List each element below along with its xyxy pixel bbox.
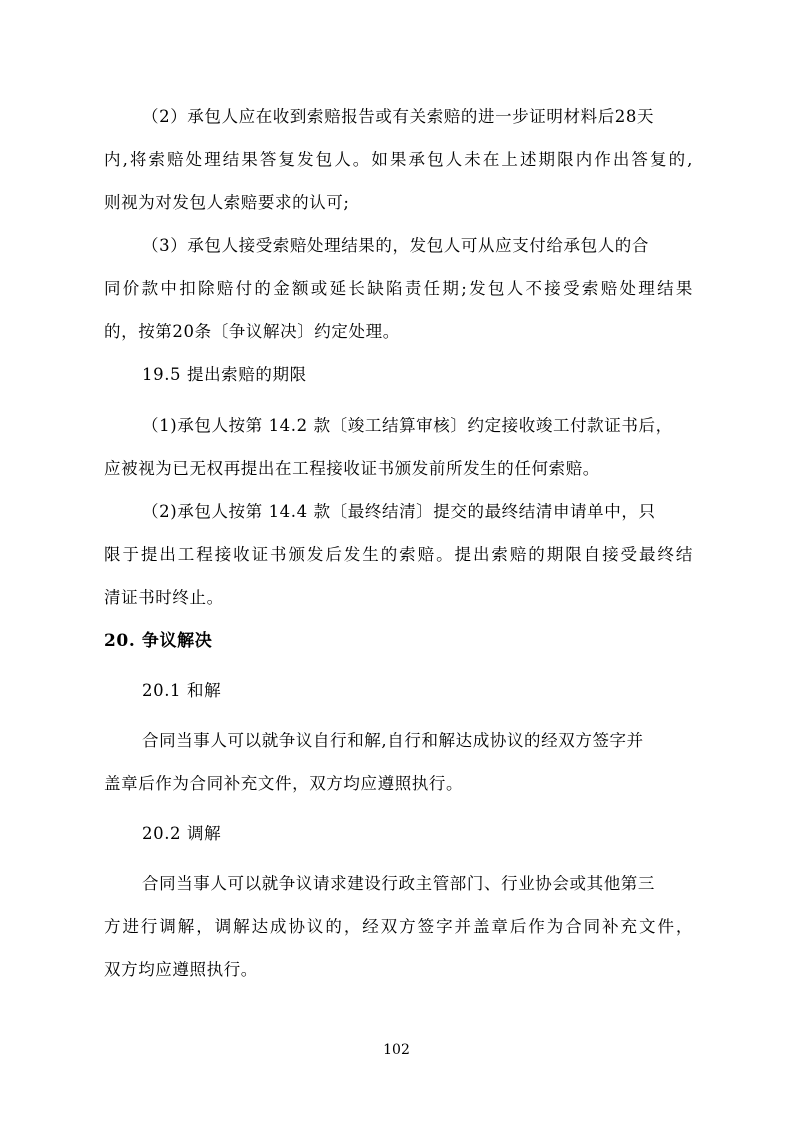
claim-limit-2-line-3: 清证书时终止。 xyxy=(104,588,224,607)
claim-accept-para-line-1: （3）承包人接受索赔处理结果的，发包人可从应支付给承包人的合 xyxy=(142,236,649,255)
claim-reply-para-line-1: （2）承包人应在收到索赔报告或有关索赔的进一步证明材料后28天 xyxy=(142,107,655,126)
claim-limit-1-line-1: （1)承包人按第 14.2 款〔竣工结算审核〕约定接收竣工付款证书后， xyxy=(142,416,673,435)
section-20-2-heading: 20.2 调解 xyxy=(142,824,222,843)
claim-reply-para-line-3: 则视为对发包人索赔要求的认可; xyxy=(104,193,350,212)
mediation-para-line-2: 方进行调解，调解达成协议的，经双方签字并盖章后作为合同补充文件， xyxy=(104,917,693,936)
claim-limit-1-line-2: 应被视为已无权再提出在工程接收证书颁发前所发生的任何索赔。 xyxy=(104,459,600,478)
claim-limit-2-line-2: 限于提出工程接收证书颁发后发生的索赔。提出索赔的期限自接受最终结 xyxy=(104,545,693,564)
mediation-para-line-3: 双方均应遵照执行。 xyxy=(104,960,258,979)
section-19-5-heading: 19.5 提出索赔的期限 xyxy=(142,365,307,384)
claim-limit-2-line-1: （2)承包人按第 14.4 款〔最终结清〕提交的最终结清申请单中，只 xyxy=(142,502,656,521)
section-20-1-heading: 20.1 和解 xyxy=(142,681,222,700)
claim-reply-para-line-2: 内,将索赔处理结果答复发包人。如果承包人未在上述期限内作出答复的, xyxy=(104,150,693,169)
section-20-heading: 20. 争议解决 xyxy=(104,631,213,651)
settlement-para-line-1: 合同当事人可以就争议自行和解,自行和解达成协议的经双方签字并 xyxy=(142,731,644,750)
mediation-para-line-1: 合同当事人可以就争议请求建设行政主管部门、行业协会或其他第三 xyxy=(142,874,655,893)
page-number: 102 xyxy=(383,1042,410,1058)
claim-accept-para-line-2: 同价款中扣除赔付的金额或延长缺陷责任期;发包人不接受索赔处理结果 xyxy=(104,279,693,298)
claim-accept-para-line-3: 的，按第20条〔争议解决〕约定处理。 xyxy=(104,322,400,341)
settlement-para-line-2: 盖章后作为合同补充文件，双方均应遵照执行。 xyxy=(104,774,464,793)
